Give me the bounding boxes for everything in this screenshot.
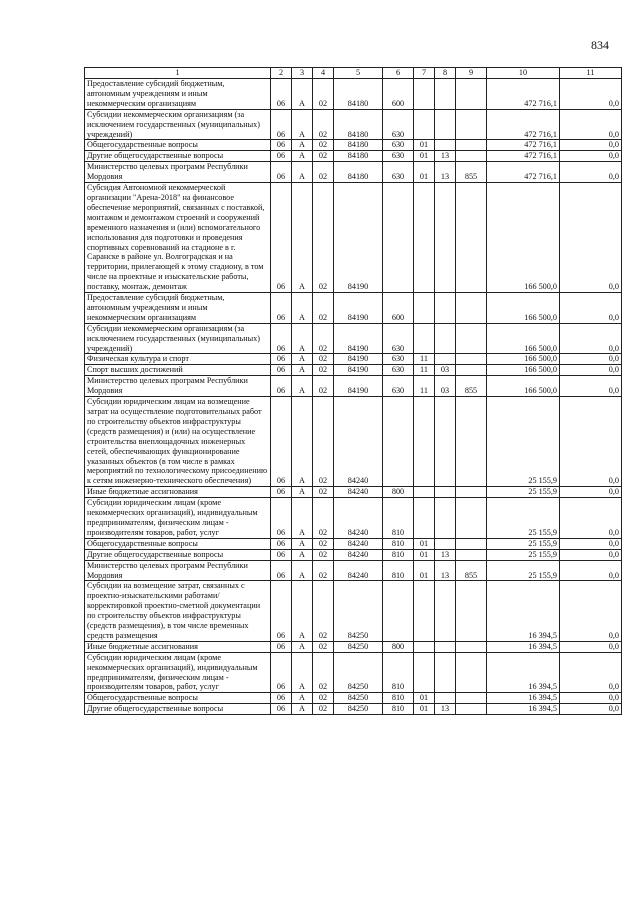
row-cell-c6 — [383, 397, 414, 487]
row-cell-c6: 810 — [383, 652, 414, 693]
row-cell-c6: 810 — [383, 704, 414, 715]
row-cell-c3: А — [292, 693, 313, 704]
header-cell: 6 — [383, 68, 414, 79]
row-cell-c2: 06 — [271, 376, 292, 397]
row-cell-c10: 16 394,5 — [487, 704, 560, 715]
row-cell-c8 — [435, 140, 456, 151]
row-cell-c4: 02 — [313, 560, 334, 581]
row-cell-c5: 84240 — [334, 498, 383, 539]
header-cell: 5 — [334, 68, 383, 79]
table-row — [85, 652, 622, 693]
row-cell-c4: 02 — [313, 183, 334, 293]
header-row — [85, 68, 622, 79]
row-cell-c10: 166 500,0 — [487, 376, 560, 397]
row-cell-c2: 06 — [271, 183, 292, 293]
row-cell-c5: 84190 — [334, 183, 383, 293]
row-cell-c3: А — [292, 183, 313, 293]
row-cell-c2: 06 — [271, 109, 292, 140]
row-name-cell: Субсидии некоммерческим организациям (за исключением государственных (муниципальных) учреждений) — [85, 323, 271, 354]
row-cell-c2: 06 — [271, 365, 292, 376]
row-cell-c11: 0,0 — [560, 652, 622, 693]
row-cell-c4: 02 — [313, 354, 334, 365]
table-row — [85, 293, 622, 324]
row-cell-c9 — [456, 397, 487, 487]
row-cell-c5: 84190 — [334, 376, 383, 397]
table-row — [85, 183, 622, 293]
row-cell-c9: 855 — [456, 162, 487, 183]
row-name-cell: Иные бюджетные ассигнования — [85, 487, 271, 498]
row-cell-c5: 84240 — [334, 397, 383, 487]
row-cell-c10: 166 500,0 — [487, 354, 560, 365]
row-cell-c3: А — [292, 376, 313, 397]
row-cell-c8: 13 — [435, 162, 456, 183]
row-cell-c9 — [456, 693, 487, 704]
row-cell-c5: 84180 — [334, 79, 383, 110]
table-row — [85, 560, 622, 581]
row-cell-c11: 0,0 — [560, 693, 622, 704]
row-cell-c11: 0,0 — [560, 183, 622, 293]
row-cell-c4: 02 — [313, 693, 334, 704]
header-cell: 9 — [456, 68, 487, 79]
row-cell-c6: 810 — [383, 560, 414, 581]
row-cell-c6: 630 — [383, 323, 414, 354]
row-cell-c7 — [414, 581, 435, 641]
row-cell-c2: 06 — [271, 487, 292, 498]
row-cell-c6: 810 — [383, 538, 414, 549]
row-cell-c5: 84240 — [334, 549, 383, 560]
row-cell-c11: 0,0 — [560, 704, 622, 715]
row-cell-c9 — [456, 183, 487, 293]
table-row — [85, 140, 622, 151]
row-cell-c8 — [435, 652, 456, 693]
row-cell-c9 — [456, 354, 487, 365]
row-cell-c2: 06 — [271, 652, 292, 693]
row-cell-c11: 0,0 — [560, 354, 622, 365]
row-cell-c8 — [435, 79, 456, 110]
row-cell-c11: 0,0 — [560, 549, 622, 560]
row-cell-c4: 02 — [313, 162, 334, 183]
row-cell-c11: 0,0 — [560, 140, 622, 151]
row-cell-c3: А — [292, 538, 313, 549]
row-cell-c2: 06 — [271, 549, 292, 560]
row-cell-c10: 25 155,9 — [487, 549, 560, 560]
row-cell-c7: 01 — [414, 140, 435, 151]
row-cell-c6: 630 — [383, 140, 414, 151]
row-cell-c4: 02 — [313, 641, 334, 652]
row-name-cell: Субсидии юридическим лицам (кроме некоммерческих организаций), индивидуальным предпринимателям, физическим лицам - производителям товаров, работ, услуг — [85, 498, 271, 539]
row-name-cell: Министерство целевых программ Республики Мордовия — [85, 560, 271, 581]
row-cell-c11: 0,0 — [560, 323, 622, 354]
row-cell-c3: А — [292, 79, 313, 110]
row-cell-c3: А — [292, 549, 313, 560]
row-cell-c8 — [435, 641, 456, 652]
row-cell-c5: 84250 — [334, 581, 383, 641]
row-cell-c7 — [414, 293, 435, 324]
row-cell-c11: 0,0 — [560, 162, 622, 183]
row-cell-c10: 472 716,1 — [487, 109, 560, 140]
row-cell-c6: 800 — [383, 641, 414, 652]
header-cell: 1 — [85, 68, 271, 79]
row-cell-c10: 25 155,9 — [487, 538, 560, 549]
row-cell-c5: 84190 — [334, 293, 383, 324]
row-cell-c7: 11 — [414, 365, 435, 376]
row-cell-c8: 13 — [435, 704, 456, 715]
table-row — [85, 549, 622, 560]
row-cell-c4: 02 — [313, 323, 334, 354]
row-cell-c11: 0,0 — [560, 560, 622, 581]
row-cell-c8 — [435, 498, 456, 539]
table-row — [85, 162, 622, 183]
row-name-cell: Спорт высших достижений — [85, 365, 271, 376]
row-cell-c3: А — [292, 487, 313, 498]
row-cell-c10: 166 500,0 — [487, 293, 560, 324]
row-cell-c4: 02 — [313, 652, 334, 693]
row-cell-c10: 16 394,5 — [487, 652, 560, 693]
row-cell-c2: 06 — [271, 162, 292, 183]
row-cell-c8 — [435, 293, 456, 324]
row-cell-c4: 02 — [313, 498, 334, 539]
row-cell-c3: А — [292, 293, 313, 324]
row-cell-c4: 02 — [313, 538, 334, 549]
row-cell-c8 — [435, 183, 456, 293]
row-cell-c10: 16 394,5 — [487, 641, 560, 652]
row-cell-c7 — [414, 323, 435, 354]
row-cell-c4: 02 — [313, 704, 334, 715]
row-cell-c7: 01 — [414, 693, 435, 704]
row-name-cell: Другие общегосударственные вопросы — [85, 549, 271, 560]
row-cell-c9 — [456, 365, 487, 376]
table-row — [85, 79, 622, 110]
row-cell-c8 — [435, 397, 456, 487]
row-name-cell: Физическая культура и спорт — [85, 354, 271, 365]
row-cell-c9 — [456, 151, 487, 162]
row-cell-c3: А — [292, 365, 313, 376]
row-cell-c5: 84240 — [334, 538, 383, 549]
row-cell-c9 — [456, 704, 487, 715]
row-cell-c2: 06 — [271, 693, 292, 704]
row-cell-c6 — [383, 581, 414, 641]
row-name-cell: Общегосударственные вопросы — [85, 693, 271, 704]
row-cell-c4: 02 — [313, 365, 334, 376]
row-cell-c8 — [435, 109, 456, 140]
row-cell-c5: 84190 — [334, 323, 383, 354]
header-cell: 2 — [271, 68, 292, 79]
row-cell-c4: 02 — [313, 293, 334, 324]
row-cell-c9 — [456, 549, 487, 560]
row-cell-c3: А — [292, 641, 313, 652]
row-name-cell: Общегосударственные вопросы — [85, 140, 271, 151]
header-cell: 4 — [313, 68, 334, 79]
table-row — [85, 498, 622, 539]
row-cell-c11: 0,0 — [560, 487, 622, 498]
row-cell-c7 — [414, 652, 435, 693]
row-cell-c8 — [435, 538, 456, 549]
row-cell-c3: А — [292, 498, 313, 539]
row-cell-c10: 25 155,9 — [487, 487, 560, 498]
row-cell-c10: 25 155,9 — [487, 560, 560, 581]
row-cell-c6: 630 — [383, 376, 414, 397]
row-name-cell: Субсидии юридическим лицам (кроме некоммерческих организаций), индивидуальным предпринимателям, физическим лицам - производителям товаров, работ, услуг — [85, 652, 271, 693]
row-name-cell: Предоставление субсидий бюджетным, автономным учреждениям и иным некоммерческим организациям — [85, 293, 271, 324]
row-cell-c9 — [456, 109, 487, 140]
row-cell-c6: 800 — [383, 487, 414, 498]
row-cell-c6: 630 — [383, 162, 414, 183]
row-cell-c9 — [456, 538, 487, 549]
row-cell-c3: А — [292, 323, 313, 354]
row-cell-c9: 855 — [456, 560, 487, 581]
row-cell-c10: 16 394,5 — [487, 581, 560, 641]
row-cell-c11: 0,0 — [560, 109, 622, 140]
table-row — [85, 376, 622, 397]
row-cell-c8 — [435, 354, 456, 365]
row-name-cell: Субсидия Автономной некоммерческой организации "Арена-2018" на финансовое обеспечение мероприятий, связанных с поставкой, монтажом и демонтажом строений и сооружений временного назначения и (или) вспомогательного использования для подготовки и проведения спортивных соревнований на стадионе в г. Саранске в районе ул. Волгоградская и на территории, прилегающей к этому стадиону, в том числе на проектные и изыскательские работы, поставку, монтаж, демонтаж — [85, 183, 271, 293]
row-cell-c4: 02 — [313, 376, 334, 397]
row-cell-c3: А — [292, 140, 313, 151]
row-cell-c2: 06 — [271, 293, 292, 324]
row-cell-c9 — [456, 498, 487, 539]
row-cell-c8 — [435, 581, 456, 641]
row-cell-c5: 84250 — [334, 652, 383, 693]
row-cell-c3: А — [292, 704, 313, 715]
row-cell-c4: 02 — [313, 397, 334, 487]
row-cell-c7: 01 — [414, 549, 435, 560]
row-cell-c5: 84180 — [334, 109, 383, 140]
row-cell-c7: 01 — [414, 704, 435, 715]
row-cell-c2: 06 — [271, 560, 292, 581]
table-row — [85, 323, 622, 354]
row-cell-c11: 0,0 — [560, 365, 622, 376]
row-cell-c4: 02 — [313, 549, 334, 560]
row-cell-c6: 810 — [383, 549, 414, 560]
row-cell-c10: 472 716,1 — [487, 140, 560, 151]
row-cell-c3: А — [292, 109, 313, 140]
row-name-cell: Субсидии некоммерческим организациям (за исключением государственных (муниципальных) учреждений) — [85, 109, 271, 140]
table-row — [85, 151, 622, 162]
row-cell-c9 — [456, 652, 487, 693]
row-cell-c3: А — [292, 354, 313, 365]
row-cell-c6: 600 — [383, 293, 414, 324]
row-cell-c3: А — [292, 581, 313, 641]
row-cell-c5: 84250 — [334, 641, 383, 652]
row-cell-c11: 0,0 — [560, 293, 622, 324]
row-cell-c7 — [414, 79, 435, 110]
row-cell-c4: 02 — [313, 79, 334, 110]
table-row — [85, 581, 622, 641]
header-cell: 11 — [560, 68, 622, 79]
row-cell-c2: 06 — [271, 581, 292, 641]
row-cell-c4: 02 — [313, 581, 334, 641]
row-cell-c8: 03 — [435, 376, 456, 397]
row-cell-c6: 630 — [383, 109, 414, 140]
row-cell-c5: 84250 — [334, 693, 383, 704]
row-cell-c6: 630 — [383, 151, 414, 162]
table-row — [85, 354, 622, 365]
row-cell-c11: 0,0 — [560, 581, 622, 641]
row-cell-c11: 0,0 — [560, 79, 622, 110]
row-cell-c9 — [456, 323, 487, 354]
row-cell-c10: 166 500,0 — [487, 323, 560, 354]
table-row — [85, 693, 622, 704]
row-cell-c9: 855 — [456, 376, 487, 397]
budget-table — [84, 67, 622, 715]
row-cell-c6: 630 — [383, 354, 414, 365]
row-cell-c10: 472 716,1 — [487, 151, 560, 162]
row-cell-c7: 11 — [414, 376, 435, 397]
row-cell-c9 — [456, 641, 487, 652]
row-cell-c9 — [456, 79, 487, 110]
row-cell-c5: 84180 — [334, 140, 383, 151]
row-cell-c10: 25 155,9 — [487, 397, 560, 487]
row-cell-c2: 06 — [271, 323, 292, 354]
row-cell-c6: 810 — [383, 498, 414, 539]
row-cell-c7: 11 — [414, 354, 435, 365]
table-row — [85, 538, 622, 549]
table-row — [85, 397, 622, 487]
row-cell-c7 — [414, 498, 435, 539]
row-cell-c7: 01 — [414, 538, 435, 549]
row-cell-c11: 0,0 — [560, 376, 622, 397]
row-cell-c6: 810 — [383, 693, 414, 704]
row-cell-c10: 472 716,1 — [487, 79, 560, 110]
row-cell-c2: 06 — [271, 151, 292, 162]
row-cell-c4: 02 — [313, 487, 334, 498]
row-cell-c3: А — [292, 560, 313, 581]
row-cell-c6: 630 — [383, 365, 414, 376]
row-cell-c10: 25 155,9 — [487, 498, 560, 539]
table-row — [85, 365, 622, 376]
row-cell-c8: 13 — [435, 560, 456, 581]
header-cell: 7 — [414, 68, 435, 79]
row-cell-c4: 02 — [313, 140, 334, 151]
row-cell-c8 — [435, 693, 456, 704]
row-name-cell: Субсидии на возмещение затрат, связанных с проектно-изыскательскими работами/корректировкой проектно-сметной документации по строительству объектов инфраструктуры (средств размещения), в том числе временных средств размещения — [85, 581, 271, 641]
row-cell-c4: 02 — [313, 151, 334, 162]
row-cell-c7 — [414, 487, 435, 498]
row-cell-c2: 06 — [271, 498, 292, 539]
table-row — [85, 704, 622, 715]
row-cell-c2: 06 — [271, 538, 292, 549]
row-name-cell: Другие общегосударственные вопросы — [85, 151, 271, 162]
row-cell-c10: 166 500,0 — [487, 365, 560, 376]
row-cell-c10: 166 500,0 — [487, 183, 560, 293]
row-cell-c7: 01 — [414, 560, 435, 581]
row-cell-c10: 16 394,5 — [487, 693, 560, 704]
row-cell-c9 — [456, 140, 487, 151]
row-cell-c11: 0,0 — [560, 151, 622, 162]
row-cell-c7 — [414, 641, 435, 652]
row-cell-c11: 0,0 — [560, 538, 622, 549]
row-cell-c11: 0,0 — [560, 397, 622, 487]
row-cell-c6 — [383, 183, 414, 293]
row-cell-c2: 06 — [271, 354, 292, 365]
row-cell-c9 — [456, 581, 487, 641]
row-cell-c2: 06 — [271, 641, 292, 652]
row-cell-c7 — [414, 397, 435, 487]
row-cell-c8 — [435, 487, 456, 498]
row-cell-c5: 84240 — [334, 560, 383, 581]
row-cell-c2: 06 — [271, 704, 292, 715]
header-cell: 8 — [435, 68, 456, 79]
table-row — [85, 487, 622, 498]
row-cell-c4: 02 — [313, 109, 334, 140]
table-row — [85, 109, 622, 140]
row-cell-c5: 84190 — [334, 354, 383, 365]
row-cell-c8: 13 — [435, 549, 456, 560]
row-cell-c10: 472 716,1 — [487, 162, 560, 183]
row-name-cell: Министерство целевых программ Республики Мордовия — [85, 376, 271, 397]
page-number: 834 — [591, 38, 609, 52]
row-cell-c11: 0,0 — [560, 641, 622, 652]
row-cell-c8: 03 — [435, 365, 456, 376]
row-cell-c3: А — [292, 397, 313, 487]
row-cell-c2: 06 — [271, 140, 292, 151]
header-cell: 3 — [292, 68, 313, 79]
row-cell-c11: 0,0 — [560, 498, 622, 539]
row-cell-c5: 84250 — [334, 704, 383, 715]
row-name-cell: Общегосударственные вопросы — [85, 538, 271, 549]
row-cell-c7: 01 — [414, 151, 435, 162]
row-cell-c7: 01 — [414, 162, 435, 183]
row-cell-c2: 06 — [271, 397, 292, 487]
row-cell-c3: А — [292, 652, 313, 693]
row-cell-c5: 84190 — [334, 365, 383, 376]
row-cell-c7 — [414, 109, 435, 140]
row-name-cell: Другие общегосударственные вопросы — [85, 704, 271, 715]
row-cell-c8 — [435, 323, 456, 354]
row-cell-c2: 06 — [271, 79, 292, 110]
row-cell-c3: А — [292, 162, 313, 183]
row-cell-c5: 84240 — [334, 487, 383, 498]
row-cell-c6: 600 — [383, 79, 414, 110]
row-name-cell: Предоставление субсидий бюджетным, автономным учреждениям и иным некоммерческим организациям — [85, 79, 271, 110]
row-cell-c3: А — [292, 151, 313, 162]
row-cell-c5: 84180 — [334, 151, 383, 162]
row-name-cell: Иные бюджетные ассигнования — [85, 641, 271, 652]
row-name-cell: Министерство целевых программ Республики Мордовия — [85, 162, 271, 183]
table-row — [85, 641, 622, 652]
header-cell: 10 — [487, 68, 560, 79]
row-cell-c9 — [456, 293, 487, 324]
row-cell-c5: 84180 — [334, 162, 383, 183]
row-cell-c8: 13 — [435, 151, 456, 162]
row-name-cell: Субсидии юридическим лицам на возмещение затрат на осуществление подготовительных работ по строительству объектов инфраструктуры (средств размещения) и (или) на осуществление строительства внеплощадочных инженерных сетей, обеспечивающих функционирование указанных объектов (в том числе в рамках мероприятий по технологическому присоединению к сетям инженерно-технического обеспечения) — [85, 397, 271, 487]
row-cell-c7 — [414, 183, 435, 293]
row-cell-c9 — [456, 487, 487, 498]
